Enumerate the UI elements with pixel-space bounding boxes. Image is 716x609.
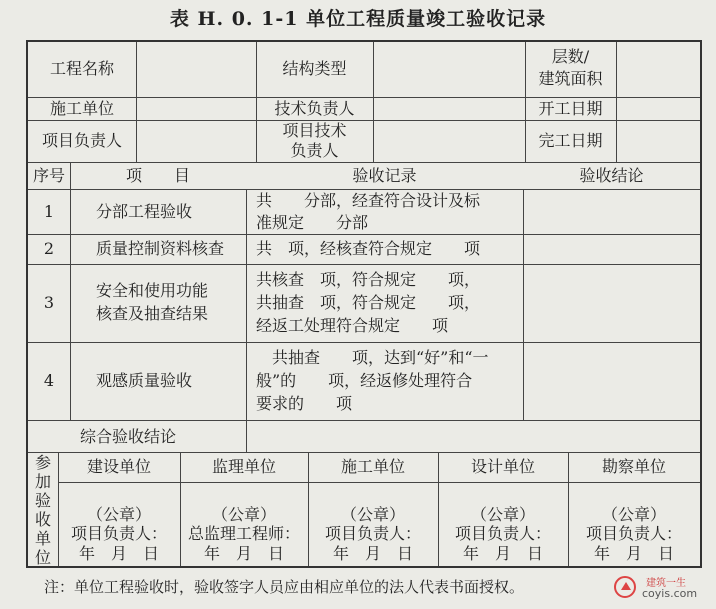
col-item-header: 项 目 bbox=[125, 166, 190, 185]
participants-char: 收 bbox=[34, 510, 51, 529]
row-1-item: 分部工程验收 bbox=[96, 202, 193, 221]
finish-date-label: 完工日期 bbox=[538, 131, 603, 150]
unit-name: 施工单位 bbox=[340, 457, 405, 476]
participants-char: 单 bbox=[34, 529, 51, 548]
proj-tech-lead-label-2: 负责人 bbox=[290, 141, 339, 160]
footnote: 注：单位工程验收时，验收签字人员应由相应单位的法人代表书面授权。 bbox=[44, 578, 525, 596]
row-line bbox=[28, 342, 700, 343]
row-line bbox=[28, 420, 700, 421]
unit-person: 项目负责人： bbox=[70, 524, 167, 543]
area-label: 建筑面积 bbox=[538, 69, 603, 88]
unit-date: 年 月 日 bbox=[78, 544, 159, 563]
col-line bbox=[70, 162, 71, 420]
row-line bbox=[28, 234, 700, 235]
watermark-line2: coyis.com bbox=[642, 587, 698, 600]
row-3-record-2: 共抽查 项，符合规定 项， bbox=[256, 293, 481, 312]
unit-person: 项目负责人： bbox=[454, 524, 551, 543]
row-1-record-2: 准规定 分部 bbox=[256, 213, 369, 232]
participants-char: 加 bbox=[34, 472, 51, 491]
unit-seal: （公章） bbox=[340, 505, 405, 524]
col-line bbox=[523, 189, 524, 420]
unit-date: 年 月 日 bbox=[593, 544, 674, 563]
participants-char: 验 bbox=[34, 491, 51, 510]
floors-label: 层数/ bbox=[551, 47, 590, 66]
logo-icon bbox=[614, 576, 636, 598]
proj-tech-lead-label: 项目技术 bbox=[282, 121, 347, 140]
row-3-item-2: 核查及抽查结果 bbox=[96, 304, 209, 323]
unit-person: 项目负责人： bbox=[585, 524, 682, 543]
summary-label: 综合验收结论 bbox=[80, 427, 177, 446]
unit-name: 勘察单位 bbox=[601, 457, 666, 476]
col-line bbox=[616, 42, 617, 162]
col-line bbox=[373, 42, 374, 162]
unit-name: 建设单位 bbox=[86, 457, 151, 476]
unit-seal: （公章） bbox=[211, 505, 276, 524]
tech-lead-label: 技术负责人 bbox=[274, 99, 355, 118]
row-2-no: 2 bbox=[43, 239, 55, 258]
start-date-label: 开工日期 bbox=[538, 99, 603, 118]
row-3-no: 3 bbox=[43, 293, 55, 312]
row-1-record: 共 分部，经查符合设计及标 bbox=[256, 191, 481, 210]
row-4-record-2: 般”的 项，经返修处理符合 bbox=[256, 371, 473, 390]
watermark-line1: 建筑一生 bbox=[646, 578, 686, 589]
unit-date: 年 月 日 bbox=[332, 544, 413, 563]
row-2-record: 共 项，经核查符合规定 项 bbox=[256, 239, 481, 258]
watermark bbox=[612, 573, 708, 603]
col-conclusion-header: 验收结论 bbox=[579, 166, 644, 185]
unit-name: 监理单位 bbox=[211, 457, 276, 476]
row-line bbox=[28, 264, 700, 265]
row-4-record-3: 要求的 项 bbox=[256, 394, 353, 413]
unit-person: 总监理工程师： bbox=[187, 524, 300, 543]
unit-seal: （公章） bbox=[86, 505, 151, 524]
row-2-item: 质量控制资料核查 bbox=[96, 239, 225, 258]
unit-date: 年 月 日 bbox=[203, 544, 284, 563]
unit-person: 项目负责人： bbox=[324, 524, 421, 543]
row-3-record-3: 经返工处理符合规定 项 bbox=[256, 316, 449, 335]
row-line bbox=[28, 452, 700, 453]
document-title: 表 H. 0. 1-1 单位工程质量竣工验收记录 bbox=[169, 8, 547, 30]
row-3-record: 共核查 项，符合规定 项， bbox=[256, 270, 481, 289]
unit-seal: （公章） bbox=[601, 505, 666, 524]
participants-char: 参 bbox=[34, 453, 51, 472]
row-line bbox=[58, 482, 700, 483]
unit-name: 设计单位 bbox=[470, 457, 535, 476]
row-line bbox=[28, 162, 700, 163]
col-line bbox=[246, 189, 247, 452]
project-lead-label: 项目负责人 bbox=[41, 131, 122, 150]
row-3-item: 安全和使用功能 bbox=[96, 281, 209, 300]
project-name-label: 工程名称 bbox=[49, 59, 114, 78]
col-no-header: 序号 bbox=[32, 166, 65, 185]
row-1-no: 1 bbox=[43, 202, 55, 221]
row-4-record: 共抽查 项，达到“好”和“一 bbox=[256, 348, 489, 367]
construction-unit-label: 施工单位 bbox=[49, 99, 114, 118]
unit-date: 年 月 日 bbox=[462, 544, 543, 563]
acceptance-record-table bbox=[26, 40, 702, 568]
participants-char: 位 bbox=[34, 548, 51, 567]
col-line bbox=[136, 42, 137, 162]
structure-type-label: 结构类型 bbox=[282, 59, 347, 78]
row-4-item: 观感质量验收 bbox=[96, 371, 193, 390]
col-record-header: 验收记录 bbox=[352, 166, 417, 185]
row-4-no: 4 bbox=[43, 371, 55, 390]
unit-seal: （公章） bbox=[470, 505, 535, 524]
